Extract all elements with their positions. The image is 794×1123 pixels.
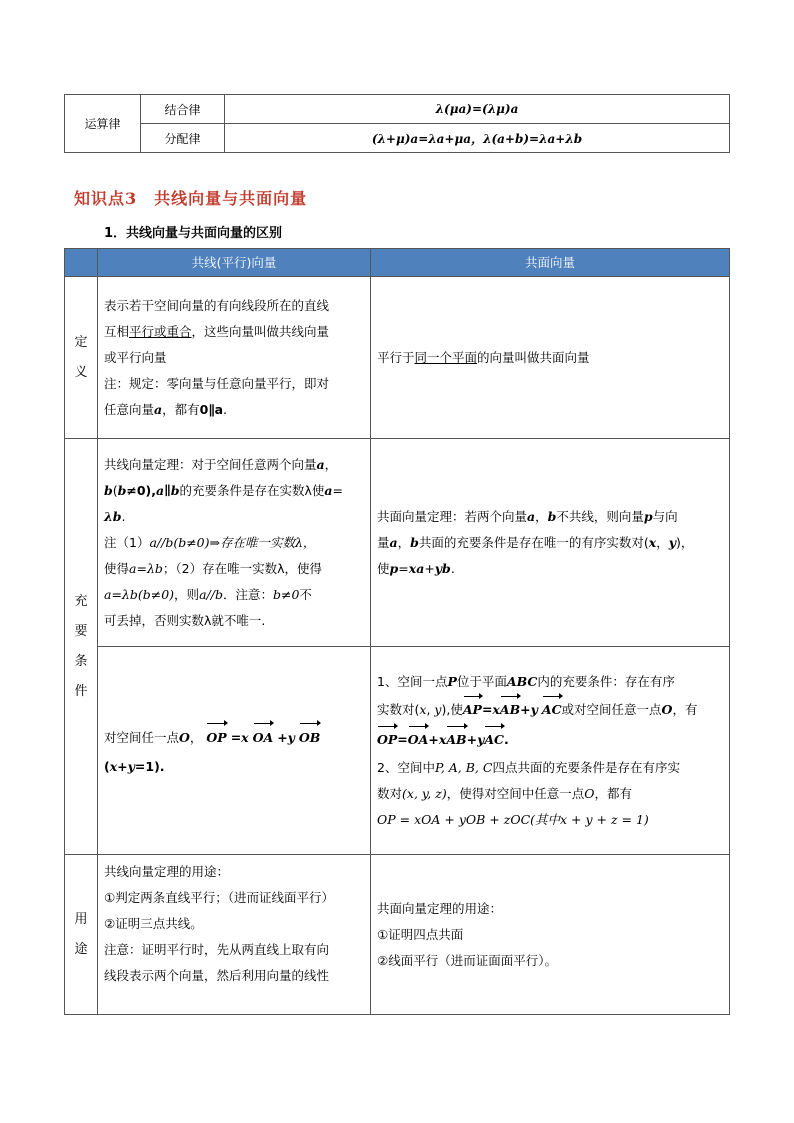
text-line (104, 582, 364, 608)
vector-symbol: AP (463, 695, 482, 725)
math-symbol: ABC (506, 673, 538, 689)
math-expression: (x, y, z) (402, 785, 447, 801)
text-span: ， (397, 534, 411, 550)
text-span: . (223, 401, 228, 417)
math-symbol: y (477, 731, 485, 747)
math-symbol: λb (104, 508, 122, 524)
math-symbol: x (492, 701, 500, 717)
math-symbol: x (241, 729, 249, 745)
math-symbol: y (287, 729, 295, 745)
vector-symbol: OA (253, 722, 274, 754)
text-span: 互相 (104, 323, 130, 339)
text-span: 的向量叫做共面向量 (477, 349, 590, 365)
text-line (377, 556, 723, 582)
text-span: ， (324, 456, 338, 472)
table-row (65, 277, 730, 439)
text-span: . (450, 560, 455, 576)
collinear-usage-cell (98, 855, 371, 1015)
math-symbol: b (104, 482, 113, 498)
math-symbol: x (648, 534, 657, 550)
math-symbol: p (643, 508, 653, 524)
text-span: 不 (299, 586, 312, 602)
math-symbol: y (127, 758, 135, 774)
law-name-cell: 结合律 (141, 95, 225, 124)
math-symbol: b (410, 534, 419, 550)
table-row (65, 647, 730, 855)
math-symbol: a (154, 401, 163, 417)
text-span: ，有 (672, 701, 698, 717)
table-header-row (65, 249, 730, 277)
math-symbol: O (179, 729, 190, 745)
math-symbol: b (547, 508, 557, 524)
underlined-text: 同一个平面 (414, 349, 478, 365)
law-formula-cell: (λ+μ)a=λa+μa，λ(a+b)=λa+λb (225, 124, 730, 153)
text-span: + (520, 701, 531, 717)
math-symbol: a (316, 456, 325, 472)
text-span: + (428, 731, 439, 747)
text-span: ，使得对空间中任意一点 (446, 785, 585, 801)
text-span: ( (104, 758, 110, 774)
operation-law-table (64, 94, 730, 153)
text-line (377, 669, 723, 695)
math-expression: b≠0 (272, 586, 300, 602)
text-span: 与向 (652, 508, 678, 524)
math-expression: a=λb(b≠0) (104, 586, 175, 602)
vector-symbol: AC (542, 695, 562, 725)
header-blank-cell (65, 249, 98, 277)
text-span: = (481, 701, 493, 717)
math-symbol: P (447, 673, 457, 689)
collinear-definition-cell (98, 277, 371, 439)
text-span: = (230, 729, 242, 745)
text-span: + (277, 729, 288, 745)
text-span: + (466, 731, 478, 747)
text-span: = (397, 731, 408, 747)
math-symbol: x (438, 731, 447, 747)
math-symbol: b (117, 482, 127, 498)
text-span: ，则 (174, 586, 200, 602)
text-span: , (426, 701, 435, 717)
text-span: 不共线，则向量 (556, 508, 644, 524)
math-symbol: 0∥a (199, 401, 224, 417)
table-row (65, 124, 730, 153)
header-collinear: 共线(平行)向量 (98, 249, 371, 277)
text-line: 注意：证明平行时，先从两直线上取有向 (104, 942, 330, 957)
text-span: . (121, 508, 126, 524)
text-span: ， (189, 729, 203, 745)
law-name-cell: 分配律 (141, 124, 225, 153)
text-line: 可丢掉，否则实数λ就不唯一. (104, 612, 266, 628)
math-symbol: y (434, 701, 442, 717)
math-symbol: x (419, 701, 427, 717)
text-line (377, 781, 723, 807)
text-line: ②线面平行（进而证面面平行）。 (377, 952, 557, 968)
text-span: . (503, 731, 509, 747)
text-line: ①证明四点共面 (377, 926, 464, 942)
text-span: 的充要条件是存在实数λ使 (179, 482, 325, 498)
vector-symbol: OB (299, 722, 320, 754)
vector-symbol: AC (484, 725, 504, 755)
law-formula-cell: λ(μa)=(λμ)a (225, 95, 730, 124)
group-label-cell: 运算律 (65, 95, 141, 153)
collinear-point-cell (98, 647, 371, 855)
math-symbol: yb (434, 560, 451, 576)
text-span: 共面的充要条件是存在唯一的有序实数对( (418, 534, 649, 550)
text-span: 任意向量 (104, 401, 155, 417)
text-line (377, 755, 723, 781)
text-line (104, 504, 364, 530)
text-span: + (117, 758, 128, 774)
row-label-text: 用途 (74, 911, 88, 957)
text-span: = (398, 560, 409, 576)
text-span: ；（2）存在唯一实数λ，使得 (162, 560, 322, 576)
text-line: ②证明三点共线。 (104, 916, 203, 931)
text-span: 量 (377, 534, 390, 550)
text-span: 使得 (104, 560, 130, 576)
text-line (104, 319, 364, 345)
row-label-usage (65, 855, 98, 1015)
text-line (104, 722, 364, 754)
collinear-theorem-cell (98, 439, 371, 647)
text-span: ),使 (441, 701, 463, 717)
text-span: + (424, 560, 435, 576)
row-label-text: 定义 (74, 334, 88, 380)
text-line (104, 754, 364, 780)
text-span: ≠0), (126, 482, 157, 498)
math-expression: P, A, B, C (434, 759, 493, 775)
math-symbol: xa (408, 560, 425, 576)
text-line (377, 725, 723, 755)
text-span: 或对空间任意一点 (561, 701, 662, 717)
text-span: 共面向量定理：若两个向量 (377, 508, 528, 524)
text-span: 四点共面的充要条件是存在有序实 (492, 759, 680, 775)
text-span: )， (676, 534, 694, 550)
text-span: ， (656, 534, 669, 550)
comparison-table (64, 248, 730, 1015)
text-span: ，都有 (594, 785, 632, 801)
math-symbol: O (661, 701, 673, 717)
text-line (377, 530, 723, 556)
text-line (104, 452, 364, 478)
coplanar-definition-cell (371, 277, 730, 439)
vector-symbol: OP (206, 722, 226, 754)
text-span: ( (112, 482, 118, 498)
text-line: 或平行向量 (104, 349, 167, 365)
text-line: 表示若干空间向量的有向线段所在的直线 (104, 297, 330, 313)
math-symbol: y (530, 701, 538, 717)
coplanar-theorem-cell (371, 439, 730, 647)
vector-symbol: OP (377, 725, 397, 755)
math-symbol: a (389, 534, 398, 550)
table-row (65, 95, 730, 124)
math-symbol: a (324, 482, 333, 498)
math-symbol: a (527, 508, 536, 524)
text-span: 共线向量定理：对于空间任意两个向量 (104, 456, 317, 472)
row-label-definition (65, 277, 98, 439)
header-coplanar: 共面向量 (371, 249, 730, 277)
math-symbol: p (389, 560, 399, 576)
vector-symbol: OA (408, 725, 429, 755)
text-line (104, 397, 364, 423)
text-span: 实数对( (377, 701, 420, 717)
text-line (104, 478, 364, 504)
coplanar-usage-cell (371, 855, 730, 1015)
text-line: 线段表示两个向量，然后利用向量的线性 (104, 968, 330, 983)
math-symbol: a∥b (156, 482, 180, 498)
text-span: 平行于 (377, 349, 415, 365)
coplanar-point-cell (371, 647, 730, 855)
vector-symbol: AB (446, 725, 466, 755)
text-line: 共面向量定理的用途： (377, 900, 503, 916)
text-line: ①判定两条直线平行；（进而证线面平行） (104, 890, 334, 905)
text-line (104, 530, 364, 556)
math-expression: a//b(b≠0)⇒存在唯一实数λ， (149, 534, 316, 550)
underlined-text: 平行或重合 (129, 323, 192, 339)
text-line: 注：规定：零向量与任意向量平行，即对 (104, 375, 330, 391)
sub-title: 1．共线向量与共面向量的区别 (104, 226, 283, 241)
math-symbol: y (668, 534, 677, 550)
text-span: 位于平面 (456, 673, 507, 689)
text-span: 对空间任一点 (104, 729, 180, 745)
row-label-text: 充要条件 (74, 593, 88, 699)
math-expression: a//b (199, 586, 223, 602)
text-line: 共线向量定理的用途： (104, 864, 230, 879)
text-span: 注（1） (104, 534, 150, 550)
text-span: 内的充要条件：存在有序 (537, 673, 675, 689)
text-span: 1、空间一点 (377, 673, 448, 689)
text-span: 2、空间中 (377, 759, 435, 775)
text-span: ，都有 (162, 401, 200, 417)
text-line (377, 695, 723, 725)
table-row (65, 855, 730, 1015)
text-span: 数对 (377, 785, 403, 801)
math-symbol: O (584, 785, 595, 801)
text-line: OP = xOA + yOB + zOC(其中x + y + z = 1) (377, 811, 649, 827)
text-span: 使 (377, 560, 390, 576)
section-title: 知识点3 共线向量与共面向量 (74, 189, 308, 208)
math-symbol: x (109, 758, 118, 774)
text-span: =1). (134, 758, 165, 774)
text-span: ， (535, 508, 548, 524)
text-line (104, 556, 364, 582)
text-span: ，这些向量叫做共线向量 (191, 323, 330, 339)
text-line (377, 504, 723, 530)
table-row (65, 439, 730, 647)
text-span: = (332, 482, 343, 498)
text-span: ．注意： (222, 586, 273, 602)
math-expression: a=λb (129, 560, 163, 576)
vector-symbol: AB (500, 695, 520, 725)
row-label-condition (65, 439, 98, 855)
